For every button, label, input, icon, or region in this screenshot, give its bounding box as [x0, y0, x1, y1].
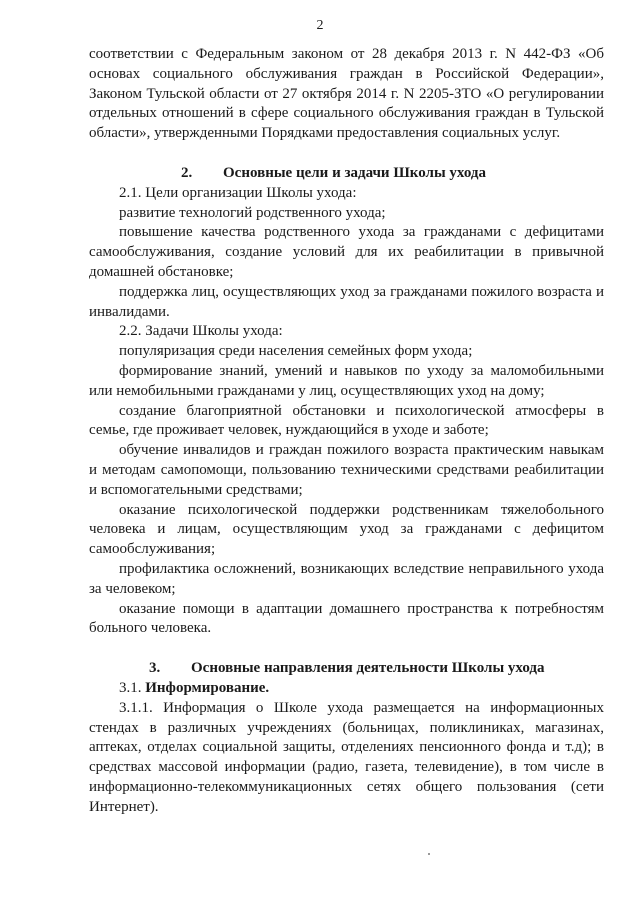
task-item: оказание помощи в адаптации домашнего пространства к потребностям больного человека.	[89, 600, 604, 637]
task-item: оказание психологической поддержки родственникам тяжелобольного человека и лицам, осуществляющим уход за гражданами с дефицитом самообслуживания;	[89, 501, 604, 558]
subsection-3-1-number: 3.1.	[119, 679, 142, 696]
tasks-heading: 2.2. Задачи Школы ухода:	[119, 323, 283, 340]
section-3-heading	[89, 659, 604, 679]
task-item: создание благоприятной обстановки и психологической атмосферы в семье, где проживает человек, нуждающийся в уходе и заботе;	[89, 402, 604, 439]
section-2-number: 2.	[181, 164, 193, 181]
document-body	[89, 45, 604, 817]
scan-artifact	[428, 853, 430, 855]
goal-item: повышение качества родственного ухода за гражданами с дефицитами самообслуживания, создание условий для их реабилитации в привычной домашней обстановке;	[89, 224, 604, 280]
task-item: профилактика осложнений, возникающих вследствие неправильного ухода за человеком;	[89, 560, 604, 597]
subsection-3-1-heading	[89, 679, 604, 699]
task-item: формирование знаний, умений и навыков по уходу за маломобильными или немобильными гражданами у лиц, осуществляющих уход на дому;	[89, 362, 604, 399]
section-3-1-1-paragraph: 3.1.1. Информация о Школе ухода размещается на информационных стендах в различных учреждениях (больницах, поликлиниках, магазинах, аптеках, отделах социальной защиты, отделениях пенсионного фонда и т.д); в средствах массовой информации (радио, газета, телевидение), в том числе в информационно-телекоммуникационных сетях общего пользования (сети Интернет).	[89, 699, 604, 815]
intro-paragraph: соответствии с Федеральным законом от 28 декабря 2013 г. N 442-ФЗ «Об основах социального обслуживания граждан в Российской Федерации», Законом Тульской области от 27 октября 2014 г. N 2205-ЗТО «О регулировании отдельных отношений в сфере социального обслуживания граждан в Тульской области», утвержденными Порядками предоставления социальных услуг.	[89, 46, 604, 142]
section-3-title: Основные направления деятельности Школы ухода	[191, 660, 545, 677]
goal-item: развитие технологий родственного ухода;	[119, 204, 386, 221]
goals-heading: 2.1. Цели организации Школы ухода:	[119, 184, 357, 201]
section-3-number: 3.	[149, 660, 161, 677]
task-item: популяризация среди населения семейных форм ухода;	[119, 343, 473, 360]
section-2-title: Основные цели и задачи Школы ухода	[223, 164, 487, 181]
task-item: обучение инвалидов и граждан пожилого возраста практическим навыкам и методам самопомощи, пользованию техническими средствами реабилитации и вспомогательными средствами;	[89, 442, 604, 498]
subsection-3-1-title: Информирование.	[145, 679, 270, 696]
page-number: 2	[316, 18, 324, 33]
section-2-heading	[89, 164, 604, 184]
goal-item: поддержка лиц, осуществляющих уход за гражданами пожилого возраста и инвалидами.	[89, 283, 604, 320]
